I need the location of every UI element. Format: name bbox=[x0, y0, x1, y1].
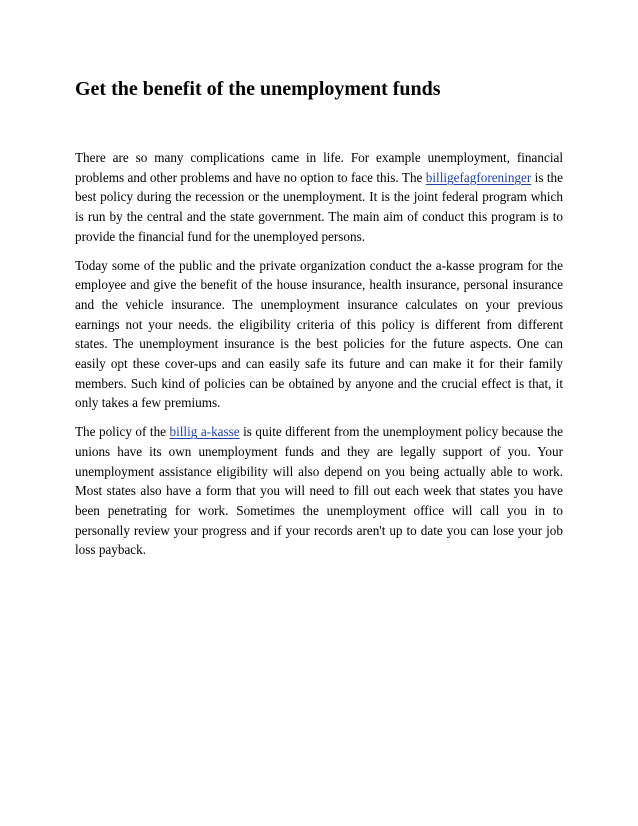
paragraph-1 bbox=[75, 148, 563, 247]
paragraph-1-text-after: is the best policy during the recession or the unemployment. It is the joint federal program which is run by the central and the state government. The main aim of conduct this program is to provide the financial fund for the unemployed persons. bbox=[75, 169, 563, 244]
paragraph-3-text-after: is quite different from the unemployment policy because the unions have its own unemployment funds and they are legally support of you. Your unemployment assistance eligibility will also depend on you being actually able to work. Most states also have a form that you will need to fill out each week that states you have been penetrating for work. Sometimes the unemployment office will call you in to personally review your progress and if your records aren't up to date you can lose your job loss payback. bbox=[75, 424, 563, 558]
document-title: Get the benefit of the unemployment funds bbox=[75, 78, 441, 100]
paragraph-3 bbox=[75, 422, 563, 560]
paragraph-3-text-before: The policy of the bbox=[75, 424, 170, 440]
document-body bbox=[75, 148, 563, 569]
paragraph-2: Today some of the public and the private organization conduct the a-kasse program for the employee and give the benefit of the house insurance, health insurance, personal insurance and the vehicle insurance. The unemployment insurance calculates on your previous earnings not your needs. the eligibility criteria of this policy is different from different states. The unemployment insurance is the best policies for the future aspects. One can easily opt these cover-ups and can easily safe its future and can make it for their family members. Such kind of policies can be obtained by anyone and the crucial effect is that, it only takes a few premiums. bbox=[75, 257, 563, 411]
billig-a-kasse-link[interactable]: billig a-kasse bbox=[169, 424, 240, 440]
paragraph-1-text-before: There are so many complications came in life. For example unemployment, financial problems and other problems and have no option to face this. The bbox=[75, 150, 563, 185]
billigefagforeninger-link[interactable]: billigefagforeninger bbox=[425, 169, 532, 185]
